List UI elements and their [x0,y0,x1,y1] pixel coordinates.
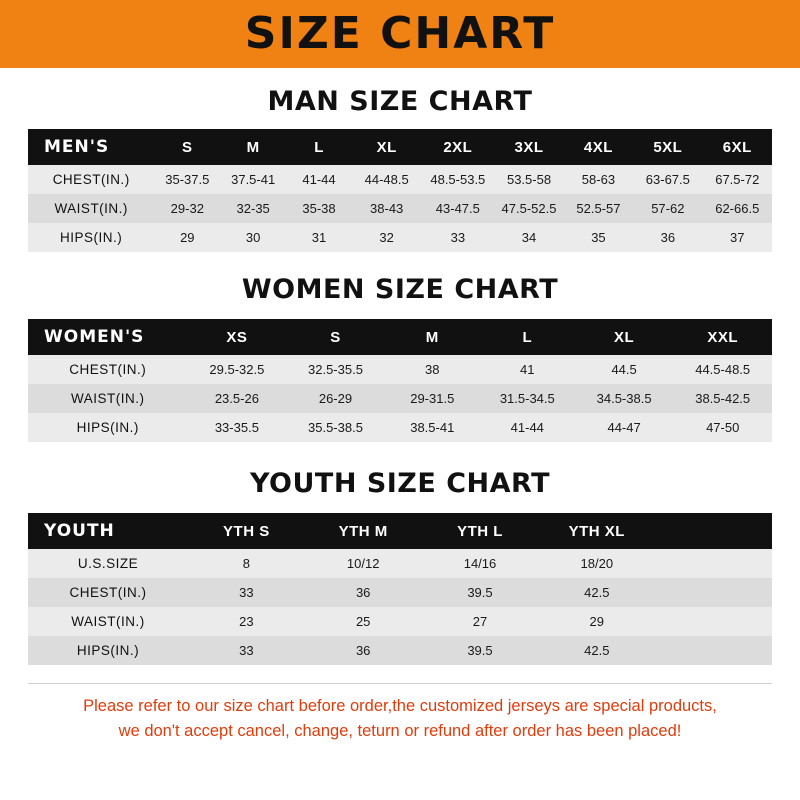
youth-header-xl: YTH XL [568,522,625,540]
youth-ussize-l: 14/16 [463,556,497,571]
men-chest-xl: 44-48.5 [364,172,409,187]
table-row [28,194,772,223]
table-header-row [28,129,772,165]
youth-hips-xl: 42.5 [584,643,610,658]
women-table-header [28,319,772,355]
men-hips-4xl: 35 [591,230,606,245]
men-header-label: MEN'S [44,137,110,157]
youth-table-body [28,549,772,665]
youth-row-waist-label: WAIST(IN.) [71,614,145,629]
women-header-label: WOMEN'S [44,327,145,347]
men-chest-3xl: 53.5-58 [506,172,552,187]
youth-row-chest-label: CHEST(IN.) [69,585,147,600]
women-row-waist-label: WAIST(IN.) [71,391,145,406]
men-chest-5xl: 63-67.5 [645,172,690,187]
table-row [28,355,772,384]
women-hips-xxl: 47-50 [706,420,740,435]
youth-ussize-m: 10/12 [346,556,380,571]
men-chest-4xl: 58-63 [581,172,616,187]
women-row-hips-label: HIPS(IN.) [76,420,139,435]
table-row [28,165,772,194]
women-header-m: M [425,328,439,346]
women-waist-m: 29-31.5 [410,391,455,406]
table-row [28,636,772,665]
men-waist-2xl: 43-47.5 [435,201,480,216]
men-table-body [28,165,772,252]
men-hips-5xl: 36 [660,230,676,245]
footer-line-1: Please refer to our size chart before order,the customized jerseys are special products, [83,697,717,715]
youth-ussize-spacer [655,549,772,578]
women-chest-m: 38 [425,362,440,377]
women-row-chest-label: CHEST(IN.) [69,362,147,377]
youth-size-table [28,513,772,665]
youth-header-l: YTH L [457,522,503,540]
youth-chest-s: 33 [239,585,254,600]
youth-header-spacer [655,513,772,549]
men-header-2xl: 2XL [443,138,473,156]
men-chest-l: 41-44 [302,172,336,187]
men-hips-m: 30 [245,230,261,245]
youth-chest-spacer [655,578,772,607]
youth-hips-m: 36 [355,643,371,658]
men-chest-2xl: 48.5-53.5 [430,172,486,187]
table-row [28,578,772,607]
youth-waist-s: 23 [239,614,254,629]
men-section-title: MAN SIZE CHART [267,86,533,117]
women-header-xl: XL [614,328,635,346]
table-header-row [28,513,772,549]
women-section-title: WOMEN SIZE CHART [241,274,559,305]
women-chest-xl: 44.5 [611,362,637,377]
youth-ussize-s: 8 [242,556,251,571]
women-hips-m: 38.5-41 [410,420,455,435]
women-table-body [28,355,772,442]
men-header-l: L [314,138,324,156]
men-row-hips-label: HIPS(IN.) [60,230,123,245]
men-waist-s: 29-32 [170,201,204,216]
footer-line-2: we don't accept cancel, change, teturn or refund after order has been placed! [118,721,682,740]
men-header-s: S [182,138,193,156]
youth-chest-l: 39.5 [467,585,493,600]
youth-waist-m: 25 [355,614,371,629]
page-title: SIZE CHART [244,8,556,59]
men-chest-s: 35-37.5 [165,172,210,187]
men-waist-5xl: 57-62 [651,201,685,216]
women-chest-s: 32.5-35.5 [308,362,363,377]
table-row [28,607,772,636]
youth-header-s: YTH S [223,522,270,540]
women-waist-l: 31.5-34.5 [499,391,555,406]
men-header-5xl: 5XL [653,138,683,156]
men-hips-xl: 32 [379,230,394,245]
women-header-xs: XS [226,328,248,346]
youth-chest-m: 36 [355,585,371,600]
men-header-4xl: 4XL [583,138,613,156]
men-hips-l: 31 [311,230,327,245]
table-row [28,549,772,578]
men-size-table [28,129,772,252]
youth-ussize-xl: 18/20 [580,556,614,571]
men-hips-s: 29 [180,230,195,245]
youth-header-label: YOUTH [44,521,115,541]
footer-disclaimer [28,683,772,744]
table-row [28,413,772,442]
youth-waist-spacer [655,607,772,636]
women-size-table [28,319,772,442]
women-waist-xl: 34.5-38.5 [596,391,652,406]
women-waist-s: 26-29 [318,391,353,406]
youth-row-hips-label: HIPS(IN.) [76,643,140,658]
youth-row-ussize-label: U.S.SIZE [77,556,139,571]
women-hips-l: 41-44 [510,420,544,435]
men-waist-4xl: 52.5-57 [576,201,621,216]
men-hips-2xl: 33 [450,230,466,245]
men-waist-6xl: 62-66.5 [715,201,760,216]
table-row [28,223,772,252]
women-waist-xxl: 38.5-42.5 [695,391,751,406]
women-waist-xs: 23.5-26 [214,391,259,406]
youth-chest-xl: 42.5 [584,585,610,600]
table-row [28,384,772,413]
youth-hips-spacer [655,636,772,665]
women-header-s: S [330,328,341,346]
men-waist-xl: 38-43 [370,201,404,216]
men-waist-l: 35-38 [302,201,336,216]
women-hips-s: 35.5-38.5 [308,420,363,435]
youth-waist-xl: 29 [589,614,605,629]
youth-header-m: YTH M [338,522,388,540]
men-row-waist-label: WAIST(IN.) [54,201,128,216]
women-chest-xxl: 44.5-48.5 [695,362,751,377]
youth-table-header [28,513,772,549]
header-banner [0,0,800,68]
youth-waist-l: 27 [472,614,488,629]
chart-content [0,86,800,744]
women-hips-xs: 33-35.5 [214,420,259,435]
women-chest-xs: 29.5-32.5 [209,362,265,377]
men-hips-3xl: 34 [521,230,537,245]
table-header-row [28,319,772,355]
men-chest-6xl: 67.5-72 [715,172,760,187]
women-chest-l: 41 [520,362,535,377]
women-hips-xl: 44-47 [607,420,641,435]
youth-hips-s: 33 [239,643,254,658]
men-header-6xl: 6XL [722,138,752,156]
men-row-chest-label: CHEST(IN.) [52,172,130,187]
men-chest-m: 37.5-41 [231,172,276,187]
youth-section-title: YOUTH SIZE CHART [249,468,551,499]
men-waist-m: 32-35 [236,201,270,216]
men-header-xl: XL [376,138,397,156]
men-header-m: M [246,138,260,156]
men-header-3xl: 3XL [514,138,544,156]
men-hips-6xl: 37 [730,230,745,245]
men-waist-3xl: 47.5-52.5 [501,201,557,216]
men-table-header [28,129,772,165]
youth-hips-l: 39.5 [467,643,493,658]
women-header-xxl: XXL [707,328,739,346]
women-header-l: L [522,328,533,346]
